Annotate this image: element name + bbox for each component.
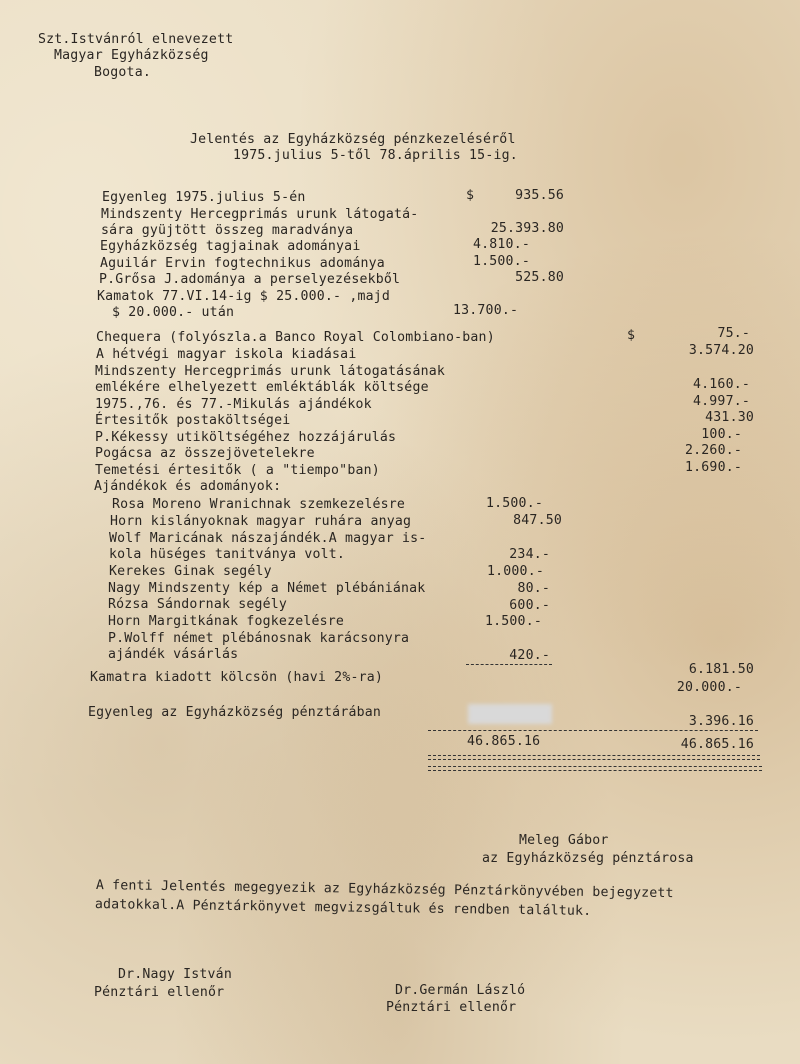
report-period: 1975.julius 5-től 78.április 15-ig. (233, 148, 518, 163)
gift-amount: 1.000.- (487, 564, 544, 579)
income-label: Egyházközség tagjainak adományai (100, 239, 361, 254)
expense-label: P.Kékessy utiköltségéhez hozzájárulás (95, 430, 397, 445)
total-left: 46.865.16 (467, 734, 541, 749)
income-amount: 4.810.- (473, 237, 530, 252)
expense-label: A hétvégi magyar iskola kiadásai (96, 347, 357, 362)
gift-amount: 420.- (509, 648, 550, 663)
double-underline (428, 766, 762, 771)
income-label: P.Grősa J.adománya a perselyezésekből (99, 272, 401, 287)
expense-amount: 4.997.- (693, 394, 750, 409)
gift-label: Nagy Mindszenty kép a Német plébániának (108, 581, 426, 596)
income-label: sára gyüjtött összeg maradványa (101, 223, 354, 238)
report-title: Jelentés az Egyházközség pénzkezeléséről (190, 132, 516, 147)
treasurer-name: Meleg Gábor (519, 833, 609, 848)
expense-amount: 75.- (717, 326, 750, 341)
income-amount: 525.80 (515, 270, 564, 285)
expense-label: emlékére elhelyezett emléktáblák költsége (95, 380, 429, 395)
expense-label: Pogácsa az összejövetelekre (95, 446, 315, 461)
gift-amount: 600.- (509, 598, 550, 613)
expense-label: Temetési értesitők ( a "tiempo"ban) (95, 463, 380, 478)
expense-amount: 2.260.- (685, 443, 742, 458)
expense-label: Értesitők postaköltségei (95, 413, 291, 428)
signature-name: Dr.Nagy István (118, 967, 232, 982)
income-label: Aguilár Ervin fogtechnikus adománya (100, 256, 385, 271)
gifts-total: 6.181.50 (688, 662, 754, 677)
income-label: Egyenleg 1975.julius 5-én (102, 190, 306, 205)
signature-role: Pénztári ellenőr (94, 985, 225, 1000)
header-line-2: Magyar Egyházközség (54, 48, 209, 63)
income-amount: 25.393.80 (490, 221, 564, 236)
income-label: Mindszenty Hercegprimás urunk látogatá- (101, 207, 419, 222)
total-right: 46.865.16 (680, 737, 754, 752)
income-amount: 13.700.- (453, 303, 519, 318)
loan-amount: 20.000.- (676, 680, 742, 695)
income-amount: 935.56 (515, 188, 564, 203)
gift-label: Rosa Moreno Wranichnak szemkezelésre (112, 497, 406, 512)
income-label: $ 20.000.- után (112, 305, 235, 320)
gift-label: Horn kislányoknak magyar ruhára anyag (110, 514, 412, 529)
gift-amount: 1.500.- (486, 496, 543, 511)
redaction-mark (468, 704, 552, 724)
gift-label: Wolf Maricának nászajándék.A magyar is- (109, 531, 427, 546)
gifts-heading: Ajándékok és adományok: (94, 479, 282, 494)
gift-amount: 234.- (509, 547, 550, 562)
expense-amount: 3.574.20 (688, 343, 754, 358)
gift-label: Rózsa Sándornak segély (108, 597, 288, 612)
gift-label: ajándék vásárlás (108, 647, 239, 662)
subtotal-line (466, 664, 552, 665)
gift-label: P.Wolff német plébánosnak karácsonyra (108, 631, 410, 646)
gift-label: Horn Margitkának fogkezelésre (108, 614, 345, 629)
expense-label: Mindszenty Hercegprimás urunk látogatásának (95, 364, 446, 379)
double-underline (428, 755, 760, 760)
signature-role: Pénztári ellenőr (386, 1000, 517, 1015)
gift-amount: 847.50 (513, 513, 562, 528)
income-label: Kamatok 77.VI.14-ig $ 25.000.- ,majd (97, 289, 391, 304)
header-line-1: Szt.Istvánról elnevezett (38, 32, 234, 47)
expense-amount: 100.- (701, 427, 742, 442)
signature-name: Dr.Germán László (395, 983, 526, 998)
audit-statement-line-2: adatokkal.A Pénztárkönyvet megvizsgáltuk és rendben találtuk. (94, 897, 592, 919)
expense-amount: 1.690.- (685, 460, 742, 475)
currency-sign: $ (466, 188, 475, 203)
loan-label: Kamatra kiadott kölcsön (havi 2%-ra) (90, 670, 384, 685)
income-amount: 1.500.- (473, 254, 530, 269)
gift-label: Kerekes Ginak segély (109, 564, 272, 579)
gift-amount: 80.- (517, 581, 550, 596)
expense-label: 1975.,76. és 77.-Mikulás ajándékok (95, 397, 372, 412)
balance-label: Egyenleg az Egyházközség pénztárában (88, 705, 382, 720)
gift-label: kola hüséges tanitványa volt. (109, 547, 346, 562)
treasurer-role: az Egyházközség pénztárosa (482, 851, 694, 866)
expense-label: Chequera (folyószla.a Banco Royal Colombiano-ban) (96, 330, 495, 345)
gift-amount: 1.500.- (485, 614, 542, 629)
audit-statement-line-1: A fenti Jelentés megegyezik az Egyházközség Pénztárkönyvében bejegyzett (95, 878, 674, 902)
expense-amount: 4.160.- (693, 377, 750, 392)
expense-amount: 431.30 (705, 410, 754, 425)
total-line (428, 730, 758, 731)
header-line-3: Bogota. (94, 65, 151, 80)
balance-amount: 3.396.16 (688, 714, 754, 729)
currency-sign: $ (627, 328, 636, 343)
